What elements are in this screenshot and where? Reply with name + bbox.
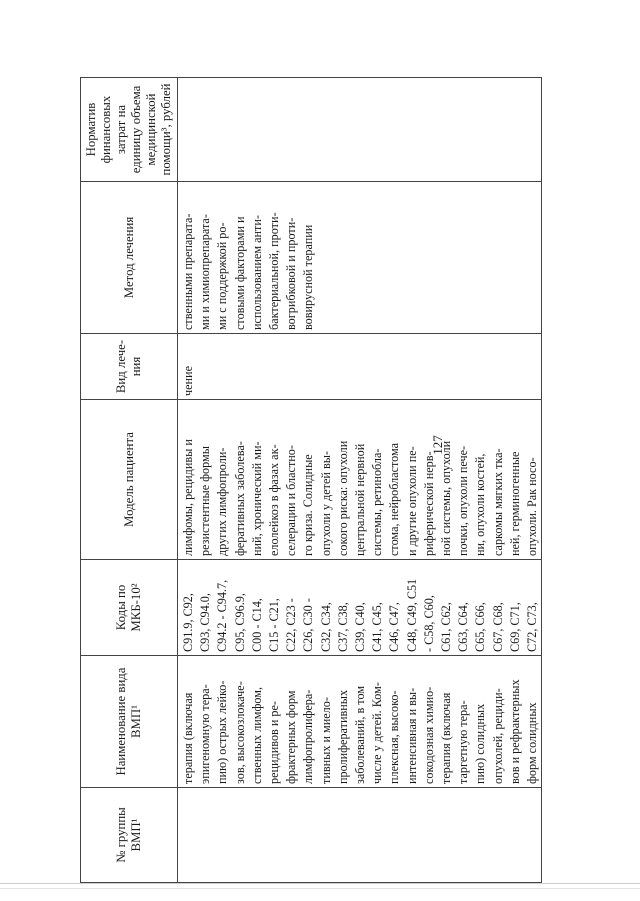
cell-cost-norm <box>178 78 542 182</box>
table-row <box>178 78 542 883</box>
header-codes: Коды по МКБ-10² <box>81 560 178 656</box>
page-number: 127 <box>429 435 445 455</box>
header-treatment-method: Метод лечения <box>81 182 178 334</box>
header-cost-norm: Норматив финансовых затрат на единицу объема медицинской помощи³, рублей <box>81 78 178 182</box>
cell-codes: C91.9, C92, C93, C94.0, C94.2 - C94.7, C95, C96.9, C00 - C14, C15 - C21, C22, C23 - C26, C30 - C32, C34, C37, C38, C39, C40, C41, C45, C46, C47, C48, C49, C51 - C58, C60, C61, C62, C63, C64, C65, C66, C67, C68, C69, C71, C72, C73, <box>178 560 542 656</box>
cell-treatment-type: чение <box>178 334 542 400</box>
header-patient-model: Модель пациента <box>81 400 178 560</box>
cell-name: терапия (включая эпигеномную тера- пию) острых лейко- зов, высокозлокаче- ственных лимфом, рецидивов и ре- фрактерных форм лимфопролифера- тивных и миело- пролиферативных заболеваний, в том числе у детей. Ком- плексная, высоко- интенсивная и вы- сокодозная химио- терапия (включая таргетную тера- пию) солидных опухолей, рециди- вов и рефрактерных форм солидных <box>178 656 542 788</box>
cell-patient-model: лимфомы, рецидивы и резистентные формы других лимфопроли- феративных заболева- ний, хронический ми- елолейкоз в фазах ак- селерации и бластно- го криза. Солидные опухоли у детей вы- сокого риска: опухоли центральной нервной системы, ретинобла- стома, нейробластома и другие опухоли пе- риферической нерв- ной системы, опухоли почки, опухоли пече- ни, опухоли костей, саркомы мягких тка- ней, герминогенные опухоли. Рак носо- <box>178 400 542 560</box>
cell-treatment-method: ственными препарата- ми и химиопрепарата- ми с поддержкой ро- стовыми факторами и использованием анти- бактериальной, проти- вогрибковой и проти- вовирусной терапии <box>178 182 542 334</box>
cell-group <box>178 788 542 883</box>
vmp-table <box>80 77 542 883</box>
header-treatment-type: Вид лече-ния <box>81 334 178 400</box>
table-header-row <box>81 78 178 883</box>
header-group: № группы ВМП¹ <box>81 788 178 883</box>
scan-edge-line <box>0 883 640 884</box>
header-name: Наименование вида ВМП¹ <box>81 656 178 788</box>
scan-edge-line <box>0 888 640 889</box>
